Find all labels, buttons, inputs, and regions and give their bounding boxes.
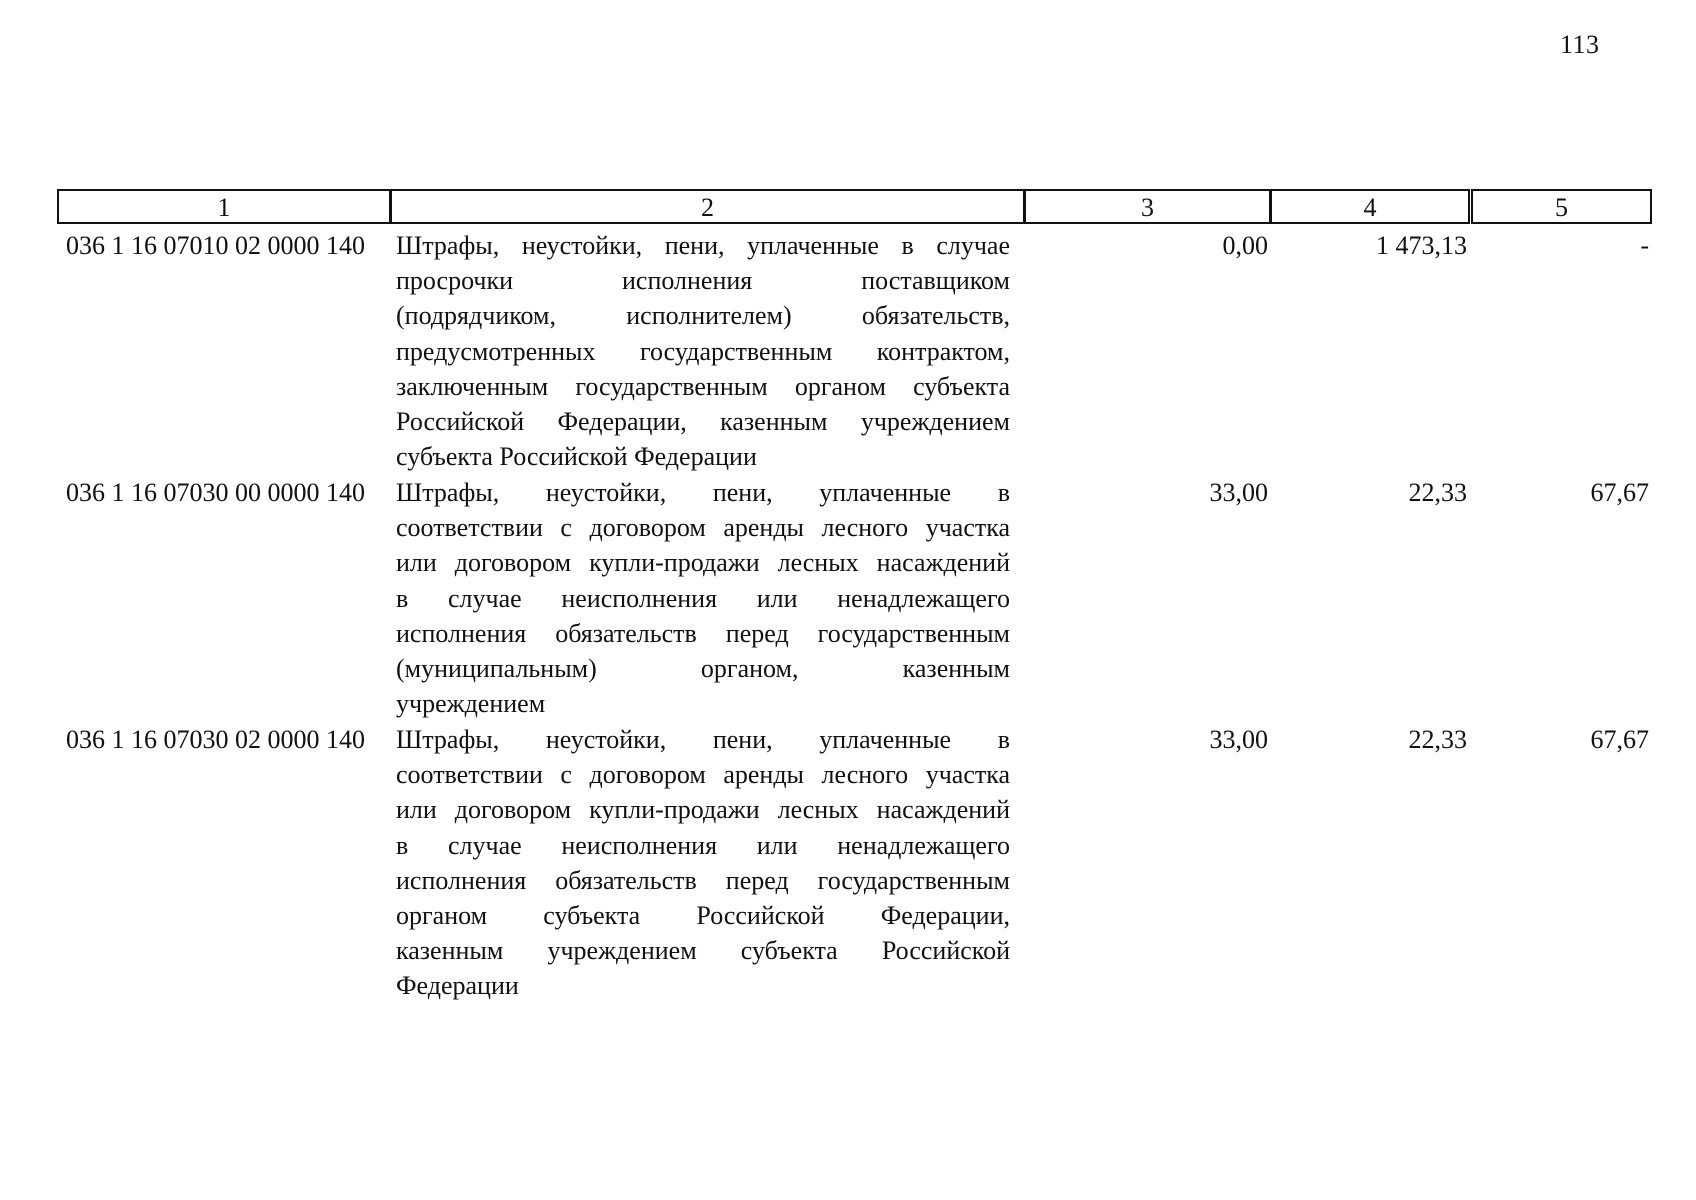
row-col3-value: 0,00	[1222, 231, 1268, 260]
row-code: 036 1 16 07010 02 0000 140	[66, 231, 365, 260]
header-cell-4: 4	[1270, 189, 1470, 224]
description-line: учреждением	[396, 689, 546, 719]
description-line: заключенным государственным органом субъекта	[396, 371, 1010, 401]
description-line: Российской Федерации, казенным учреждением	[396, 406, 1010, 436]
description-line: казенным учреждением субъекта Российской	[396, 936, 1010, 966]
row-col3-value: 33,00	[1209, 478, 1268, 507]
description-line: исполнения обязательств перед государственным	[396, 865, 1010, 895]
description-line: Федерации	[396, 971, 519, 1001]
row-description	[396, 228, 1010, 474]
row-description	[396, 722, 1010, 1004]
description-line: соответствии с договором аренды лесного участка	[396, 760, 1010, 790]
description-line: Штрафы, неустойки, пени, уплаченные в	[396, 725, 1010, 754]
description-line: органом субъекта Российской Федерации,	[396, 900, 1010, 930]
description-line: просрочки исполнения поставщиком	[396, 266, 1010, 296]
description-line: или договором купли-продажи лесных насаждений	[396, 548, 1010, 578]
row-code: 036 1 16 07030 00 0000 140	[66, 478, 365, 507]
row-code: 036 1 16 07030 02 0000 140	[66, 725, 365, 754]
header-cell-2: 2	[390, 189, 1025, 224]
description-line: в случае неисполнения или ненадлежащего	[396, 830, 1010, 860]
row-col5-value: 67,67	[1590, 725, 1649, 754]
description-line: в случае неисполнения или ненадлежащего	[396, 583, 1010, 613]
description-line: (подрядчиком, исполнителем) обязательств,	[396, 301, 1010, 331]
row-col5-value: -	[1640, 231, 1649, 260]
description-line: или договором купли-продажи лесных насаждений	[396, 795, 1010, 825]
description-line: Штрафы, неустойки, пени, уплаченные в случае	[396, 231, 1010, 260]
header-cell-1: 1	[57, 189, 391, 224]
row-col4-value: 1 473,13	[1376, 231, 1467, 260]
header-cell-5: 5	[1471, 189, 1652, 224]
header-cell-3: 3	[1024, 189, 1271, 224]
description-line: исполнения обязательств перед государственным	[396, 618, 1010, 648]
description-line: (муниципальным) органом, казенным	[396, 653, 1010, 683]
row-col3-value: 33,00	[1209, 725, 1268, 754]
description-line: предусмотренных государственным контрактом,	[396, 336, 1010, 366]
row-description	[396, 475, 1010, 721]
row-col4-value: 22,33	[1408, 725, 1467, 754]
description-line: соответствии с договором аренды лесного участка	[396, 513, 1010, 543]
page-number: 113	[1560, 30, 1600, 59]
description-line: Штрафы, неустойки, пени, уплаченные в	[396, 478, 1010, 507]
description-line: субъекта Российской Федерации	[396, 442, 757, 472]
row-col4-value: 22,33	[1408, 478, 1467, 507]
row-col5-value: 67,67	[1590, 478, 1649, 507]
